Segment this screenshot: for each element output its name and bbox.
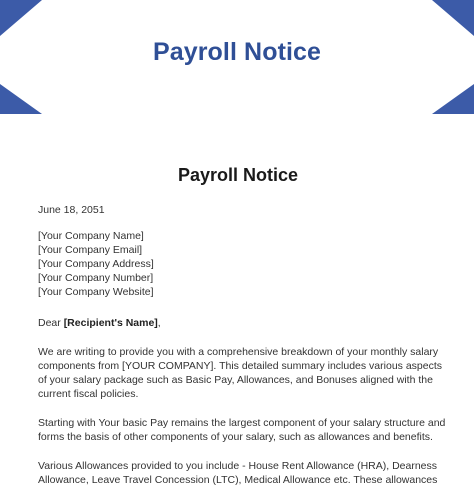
letter-date: June 18, 2051 xyxy=(38,204,105,216)
address-company-number: [Your Company Number] xyxy=(38,272,154,284)
paragraph-line: components from [YOUR COMPANY]. This detailed summary includes various aspects xyxy=(38,360,443,372)
letter-body xyxy=(38,160,446,487)
sender-address-block xyxy=(38,229,438,299)
address-company-website: [Your Company Website] xyxy=(38,286,154,298)
salutation xyxy=(38,316,438,330)
paragraph-line: forms the basis of other components of your salary, such as allowances and benefits. xyxy=(38,431,433,443)
paragraph-allowances xyxy=(38,459,438,487)
paragraph-line: Allowance, Leave Travel Concession (LTC), Medical Allowance etc. These allowances xyxy=(38,474,438,486)
address-company-email: [Your Company Email] xyxy=(38,244,143,256)
paragraph-line: of your salary package such as Basic Pay, Allowances, and Bonuses aligned with the xyxy=(38,374,433,386)
paragraph-line: current fiscal policies. xyxy=(38,388,139,400)
address-company-name: [Your Company Name] xyxy=(38,230,144,242)
salutation-prefix: Dear xyxy=(38,317,64,329)
salutation-suffix: , xyxy=(157,317,161,329)
header-banner xyxy=(0,0,474,114)
paragraph-line: Starting with Your basic Pay remains the largest component of your salary structure and xyxy=(38,417,446,429)
paragraph-line: We are writing to provide you with a comprehensive breakdown of your monthly salary xyxy=(38,346,439,358)
paragraph-line: Various Allowances provided to you include - House Rent Allowance (HRA), Dearness xyxy=(38,460,438,472)
document-title: Payroll Notice xyxy=(177,165,299,185)
address-company-address: [Your Company Address] xyxy=(38,258,154,270)
paragraph-salary-breakdown xyxy=(38,345,443,401)
recipient-name: [Recipient's Name] xyxy=(63,317,158,329)
banner-title: Payroll Notice xyxy=(152,38,322,66)
paragraph-basic-pay xyxy=(38,416,446,444)
